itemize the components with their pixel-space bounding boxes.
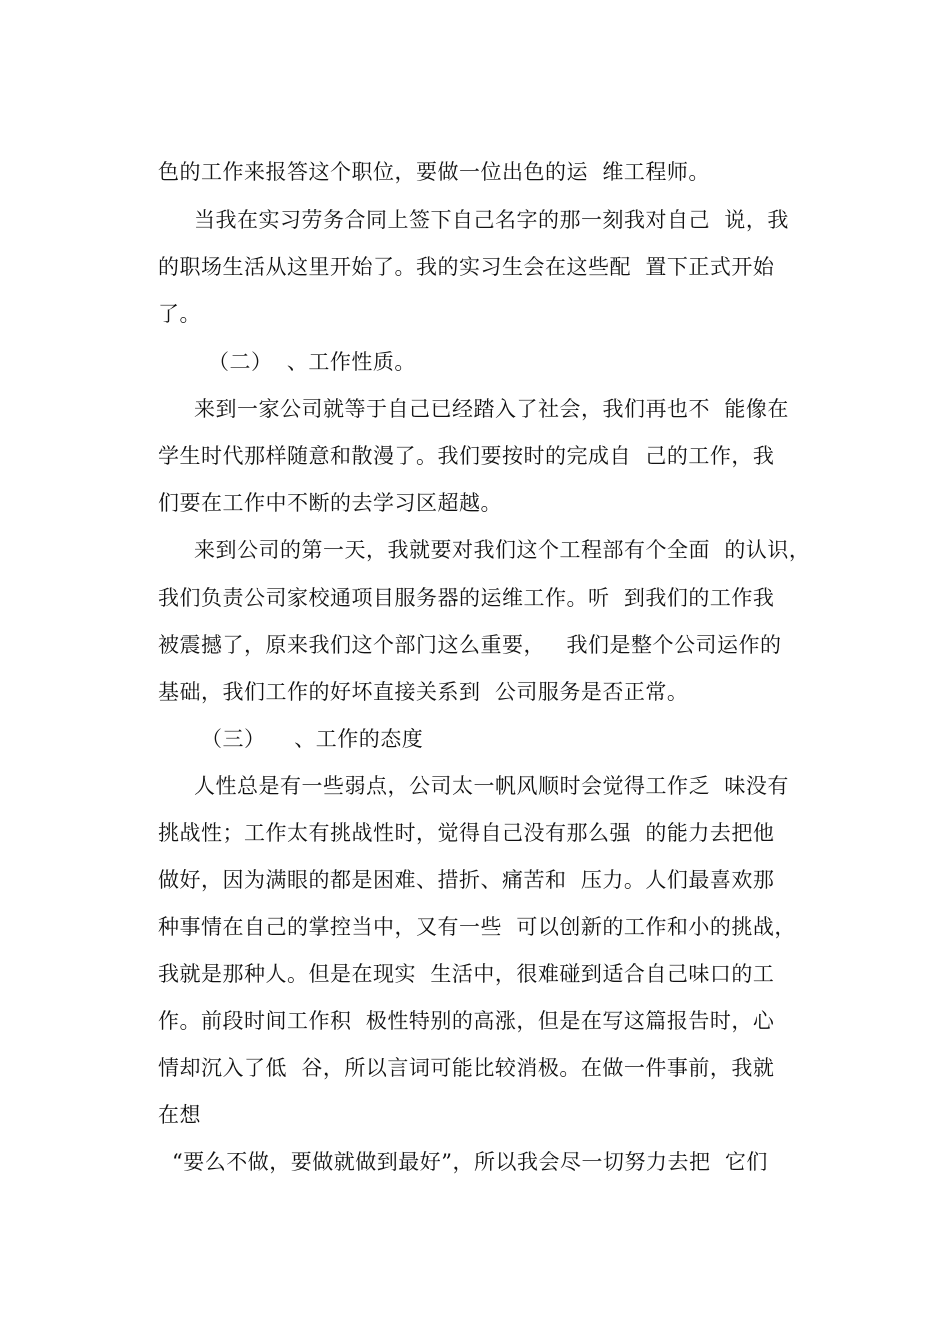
section-heading: （二） 、工作性质。 xyxy=(208,350,416,374)
paragraph-line: 来到公司的第一天，我就要对我们这个工程部有个全面 的认识， xyxy=(194,538,811,562)
paragraph-line: 当我在实习劳务合同上签下自己名字的那一刻我对自己 说，我 xyxy=(194,208,789,232)
paragraph-line: 在想 xyxy=(158,1103,201,1127)
paragraph-line: 情却沉入了低 谷，所以言词可能比较消极。在做一件事前，我就 xyxy=(158,1056,775,1080)
paragraph-line: 的职场生活从这里开始了。我的实习生会在这些配 置下正式开始 xyxy=(158,255,775,279)
paragraph-line: “要么不做，要做就做到最好”，所以我会尽一切努力去把 它们 xyxy=(172,1150,768,1174)
paragraph-line: 挑战性；工作太有挑战性时，觉得自己没有那么强 的能力去把他 xyxy=(158,821,775,845)
paragraph-line: 被震撼了，原来我们这个部门这么重要， 我们是整个公司运作的 xyxy=(158,633,782,657)
paragraph-line: 来到一家公司就等于自己已经踏入了社会，我们再也不 能像在 xyxy=(194,397,789,421)
paragraph-line: 我们负责公司家校通项目服务器的运维工作。听 到我们的工作我 xyxy=(158,586,775,610)
paragraph-line: 基础，我们工作的好坏直接关系到 公司服务是否正常。 xyxy=(158,680,689,704)
paragraph-line: 学生时代那样随意和散漫了。我们要按时的完成自 己的工作，我 xyxy=(158,444,775,468)
paragraph-line: 了。 xyxy=(158,302,201,326)
paragraph-line: 种事情在自己的掌控当中，又有一些 可以创新的工作和小的挑战， xyxy=(158,915,796,939)
paragraph-line: 们要在工作中不断的去学习区超越。 xyxy=(158,491,502,515)
section-heading: （三） 、工作的态度 xyxy=(201,727,424,751)
paragraph-line: 做好，因为满眼的都是困难、措折、痛苦和 压力。人们最喜欢那 xyxy=(158,868,775,892)
paragraph-line: 色的工作来报答这个职位，要做一位出色的运 维工程师。 xyxy=(158,160,710,184)
paragraph-line: 人性总是有一些弱点，公司太一帆风顺时会觉得工作乏 味没有 xyxy=(194,774,789,798)
paragraph-line: 作。前段时间工作积 极性特别的高涨，但是在写这篇报告时，心 xyxy=(158,1009,775,1033)
paragraph-line: 我就是那种人。但是在现实 生活中，很难碰到适合自己味口的工 xyxy=(158,962,775,986)
